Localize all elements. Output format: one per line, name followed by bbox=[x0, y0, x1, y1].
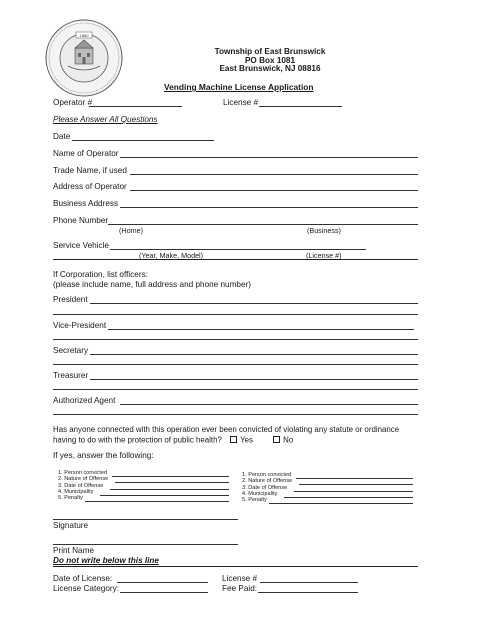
corporation-instruction: (please include name, full address and phone number) bbox=[53, 280, 251, 289]
date-of-license-label: Date of License: bbox=[53, 574, 113, 583]
authorized-agent-line-2[interactable] bbox=[53, 414, 418, 415]
office-use-divider bbox=[53, 566, 418, 567]
authorized-agent-line[interactable] bbox=[120, 404, 418, 405]
municipality-label-1: 4. Municipality bbox=[58, 488, 94, 495]
conviction-question: Has anyone connected with this operation ever been convicted of violating any statute or ordinance bbox=[53, 425, 400, 434]
fee-paid-line[interactable] bbox=[258, 592, 358, 593]
township-name: Township of East Brunswick bbox=[214, 47, 326, 56]
conviction-details-right bbox=[242, 473, 417, 504]
conviction-question-cont bbox=[53, 436, 293, 444]
phone-number-line[interactable] bbox=[108, 224, 418, 225]
date-line[interactable] bbox=[72, 140, 214, 141]
treasurer-line[interactable] bbox=[90, 379, 418, 380]
service-vehicle-line[interactable] bbox=[110, 249, 366, 250]
service-vehicle-label: Service Vehicle bbox=[53, 241, 109, 250]
operator-number-line[interactable] bbox=[89, 106, 182, 107]
operator-number-label: Operator # bbox=[53, 98, 93, 107]
president-line[interactable] bbox=[90, 303, 418, 304]
no-label: No bbox=[283, 435, 294, 445]
secretary-label: Secretary bbox=[53, 346, 89, 355]
svg-text:1860: 1860 bbox=[79, 33, 89, 38]
vice-president-label: Vice-President bbox=[53, 321, 107, 330]
person-convicted-label-2: 1. Person convicted bbox=[242, 472, 292, 478]
office-license-number-line[interactable] bbox=[260, 582, 358, 583]
vice-president-line-2[interactable] bbox=[53, 339, 418, 340]
president-label: President bbox=[53, 295, 88, 304]
name-of-operator-line[interactable] bbox=[120, 157, 418, 158]
nature-of-offense-label-2: 2. Nature of Offense bbox=[242, 478, 293, 485]
print-name-label: Print Name bbox=[53, 546, 94, 555]
secretary-line[interactable] bbox=[90, 354, 418, 355]
signature-label: Signature bbox=[53, 521, 89, 530]
instruction-text: Please Answer All Questions bbox=[53, 115, 158, 124]
yes-checkbox[interactable] bbox=[230, 436, 237, 443]
license-category-label: License Category: bbox=[53, 584, 119, 593]
business-address-label: Business Address bbox=[53, 199, 119, 208]
phone-home-caption: (Home) bbox=[119, 226, 143, 235]
date-of-offense-label-2: 3. Date of Offense bbox=[242, 484, 288, 491]
fee-paid-label: Fee Paid: bbox=[222, 584, 258, 593]
municipality-label-2: 4. Municipality bbox=[242, 490, 278, 497]
president-line-2[interactable] bbox=[53, 314, 418, 315]
form-title: Vending Machine License Application bbox=[164, 82, 314, 92]
conviction-details-left bbox=[58, 471, 233, 502]
township-seal bbox=[44, 18, 124, 98]
treasurer-label: Treasurer bbox=[53, 371, 89, 380]
print-name-line[interactable] bbox=[53, 544, 238, 545]
penalty-label-1: 5. Penalty bbox=[58, 495, 83, 502]
penalty-label-2: 5. Penalty bbox=[242, 497, 267, 504]
person-convicted-label-1: 1. Person convicted bbox=[58, 470, 108, 476]
vehicle-license-caption: (License #) bbox=[306, 251, 342, 260]
license-number-line[interactable] bbox=[259, 106, 342, 107]
date-label: Date bbox=[53, 132, 71, 141]
license-category-line[interactable] bbox=[120, 592, 208, 593]
secretary-line-2[interactable] bbox=[53, 364, 418, 365]
address-of-operator-label: Address of Operator bbox=[53, 182, 127, 191]
po-box: PO Box 1081 bbox=[244, 55, 296, 65]
address-of-operator-line[interactable] bbox=[130, 190, 418, 191]
license-number-label: License # bbox=[223, 98, 259, 107]
date-of-offense-label-1: 3. Date of Offense bbox=[58, 482, 104, 489]
trade-name-label: Trade Name, if used bbox=[53, 166, 127, 175]
city-address: East Brunswick, NJ 08816 bbox=[219, 64, 321, 74]
vehicle-details-line[interactable] bbox=[53, 259, 418, 260]
phone-number-label: Phone Number bbox=[53, 216, 109, 225]
signature-line[interactable] bbox=[53, 519, 238, 520]
authorized-agent-label: Authorized Agent bbox=[53, 396, 116, 405]
penalty-line-2[interactable] bbox=[269, 503, 413, 504]
conviction-question-line2: having to do with the protection of public health? bbox=[53, 435, 222, 445]
if-yes-instruction: If yes, answer the following: bbox=[53, 451, 154, 460]
name-of-operator-label: Name of Operator bbox=[53, 149, 119, 158]
corporation-heading: If Corporation, list officers: bbox=[53, 270, 148, 279]
phone-business-caption: (Business) bbox=[307, 226, 341, 235]
yes-label: Yes bbox=[240, 435, 253, 445]
penalty-line-1[interactable] bbox=[85, 501, 229, 502]
nature-of-offense-label-1: 2. Nature of Offense bbox=[58, 476, 109, 483]
office-license-number-label: License # bbox=[222, 574, 258, 583]
do-not-write-notice: Do not write below this line bbox=[53, 556, 159, 565]
treasurer-line-2[interactable] bbox=[53, 389, 418, 390]
vehicle-ymm-caption: (Year, Make, Model) bbox=[139, 251, 204, 260]
date-of-license-line[interactable] bbox=[117, 582, 208, 583]
trade-name-line[interactable] bbox=[130, 174, 418, 175]
business-address-line[interactable] bbox=[120, 207, 418, 208]
vice-president-line[interactable] bbox=[108, 329, 414, 330]
header-block bbox=[170, 48, 370, 74]
no-checkbox[interactable] bbox=[273, 436, 280, 443]
